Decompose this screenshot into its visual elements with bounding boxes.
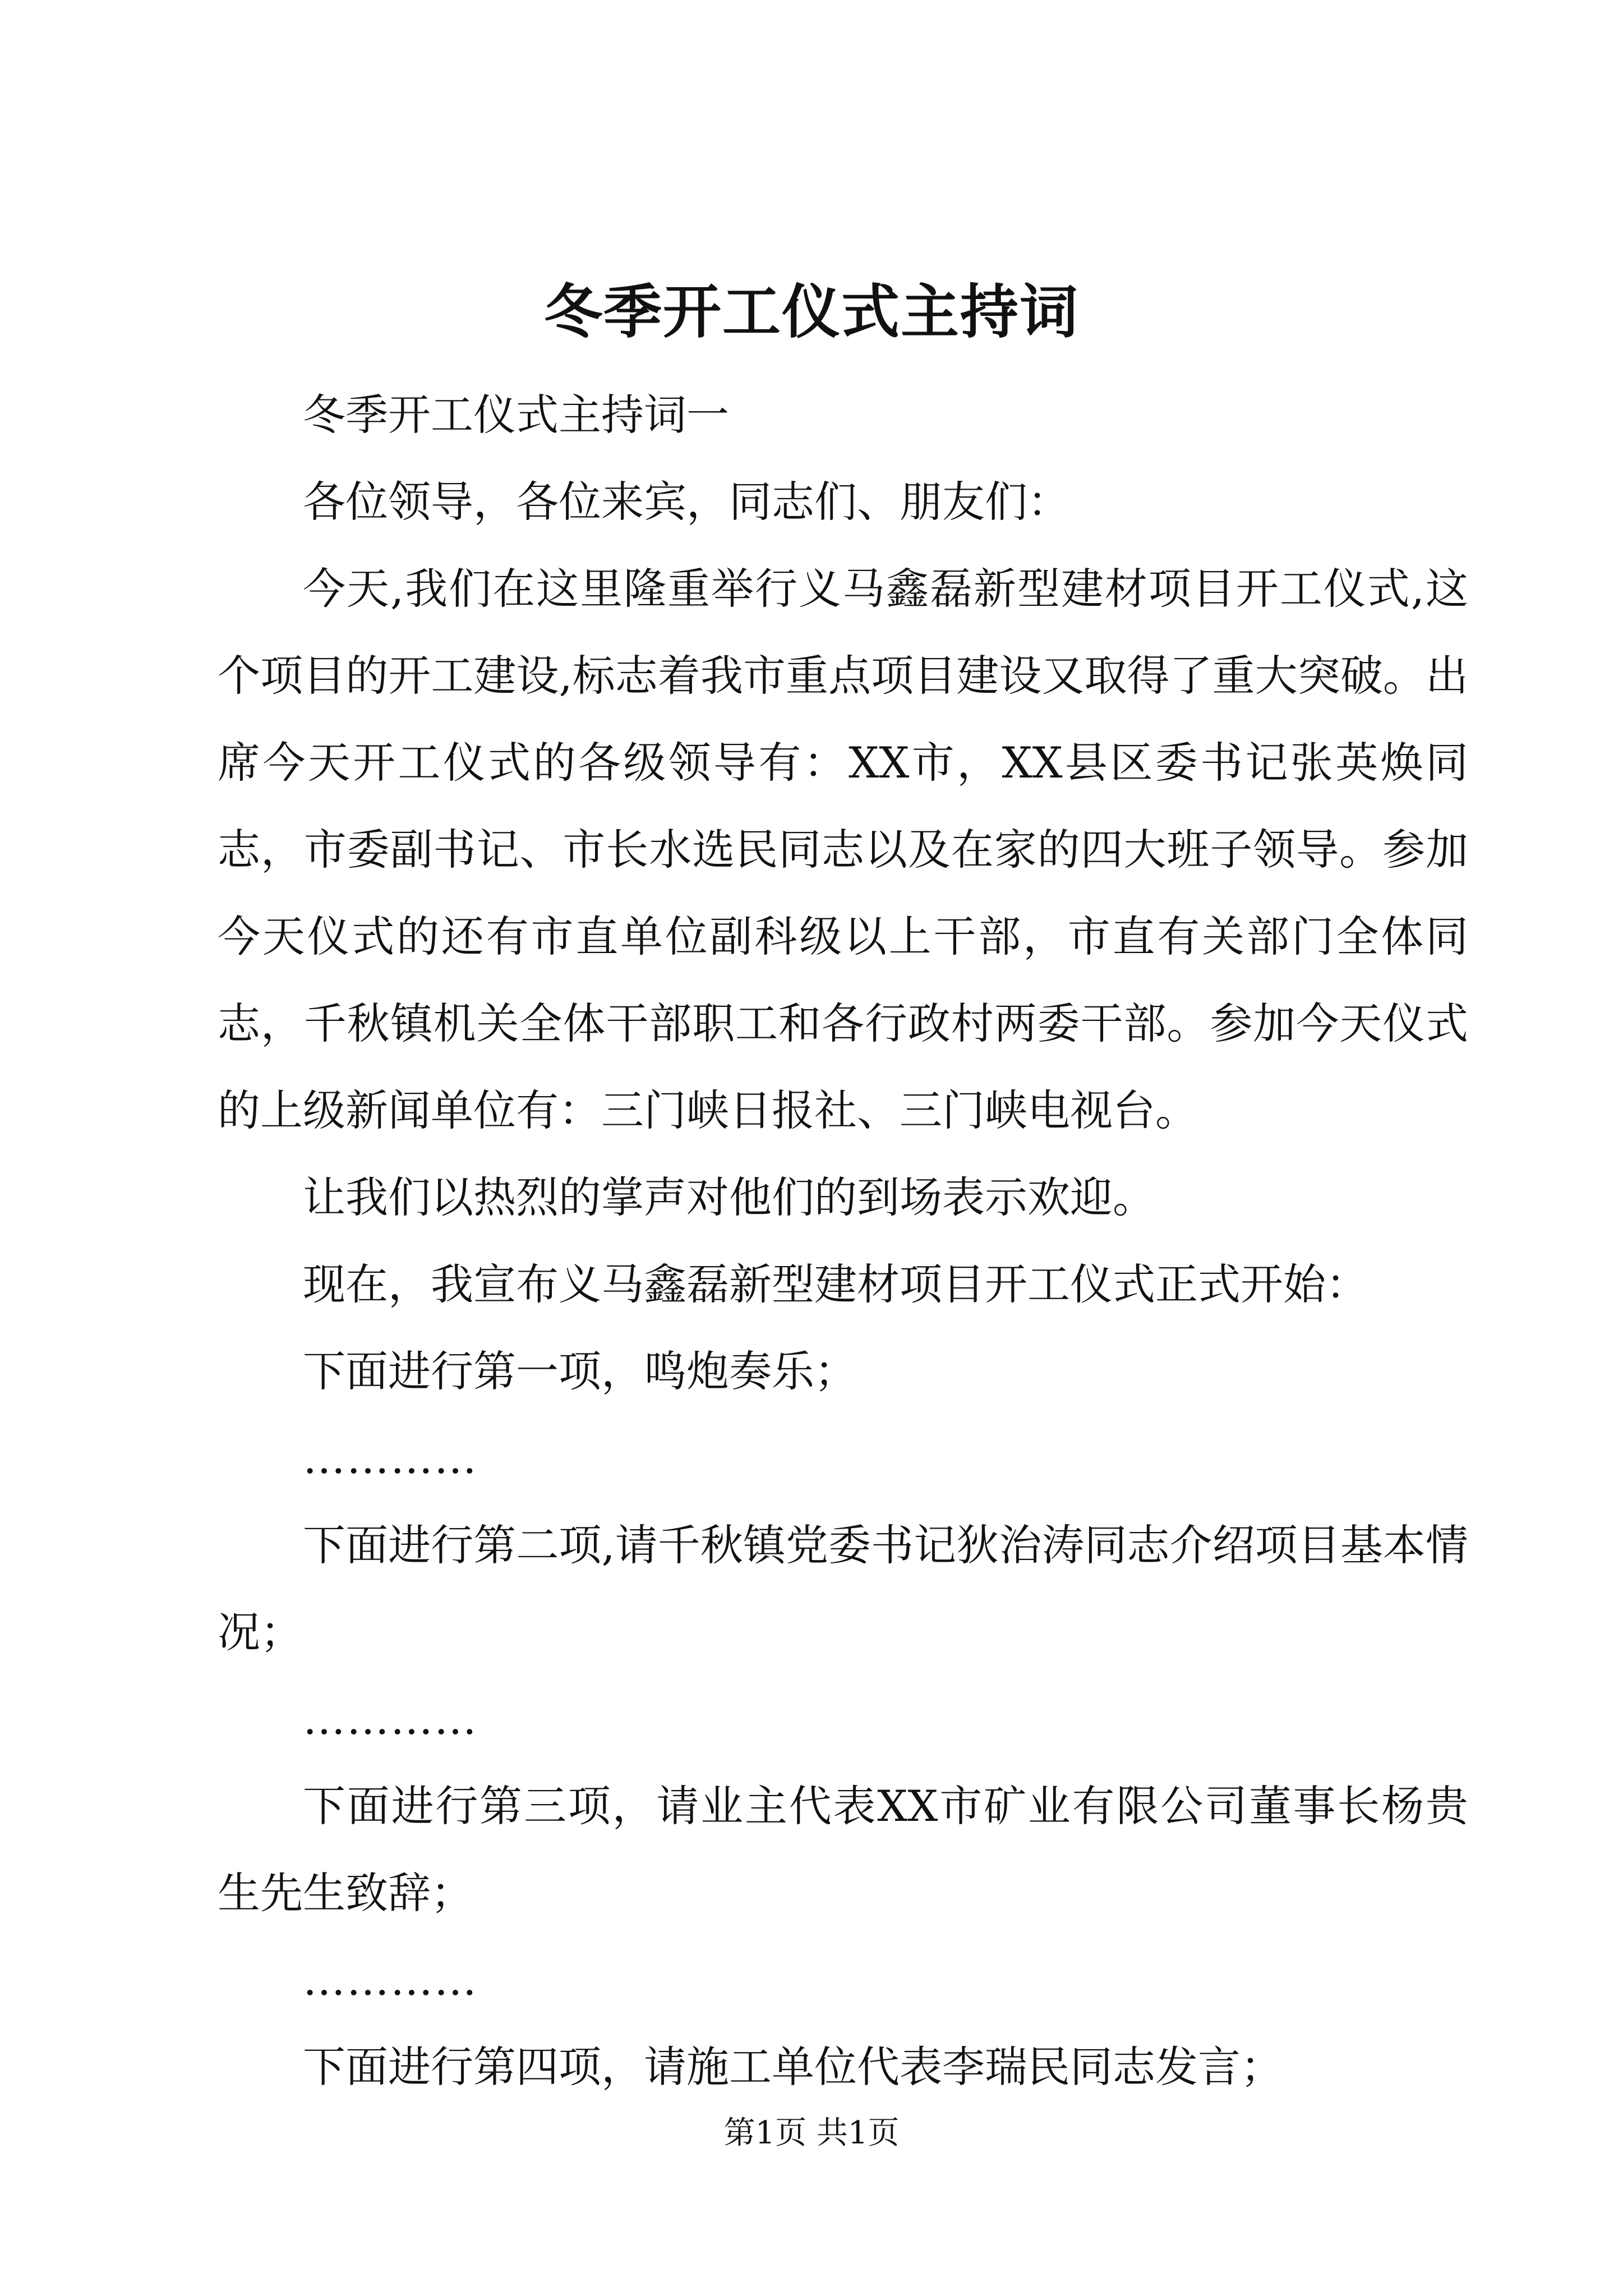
document-body [218, 371, 1468, 2110]
paragraph: 今天,我们在这里隆重举行义马鑫磊新型建材项目开工仪式,这个项目的开工建设,标志着我市重点项目建设又取得了重大突破。出席今天开工仪式的各级领导有：XX市，XX县区委书记张英焕同志，市委副书记、市长水选民同志以及在家的四大班子领导。参加今天仪式的还有市直单位副科级以上干部，市直有关部门全体同志，千秋镇机关全体干部职工和各行政村两委干部。参加今天仪式的上级新闻单位有：三门峡日报社、三门峡电视台。 [218, 564, 1468, 1135]
paragraph: 现在，我宣布义马鑫磊新型建材项目开工仪式正式开始： [303, 1259, 1368, 1309]
paragraph: 下面进行第二项,请千秋镇党委书记狄治涛同志介绍项目基本情况； [218, 1520, 1468, 1657]
paragraph: 下面进行第四项，请施工单位代表李瑞民同志发言； [303, 2042, 1283, 2092]
ellipsis-line: ………… [303, 1433, 478, 1483]
ellipsis-line: ………… [303, 1694, 478, 1744]
paragraph: 下面进行第一项，鸣炮奏乐； [303, 1346, 857, 1396]
document-title: 冬季开工仪式主持词 [543, 277, 1079, 346]
paragraph: 冬季开工仪式主持词一 [303, 390, 729, 440]
page-footer: 第1页 共1页 [723, 2115, 900, 2151]
paragraph: 让我们以热烈的掌声对他们的到场表示欢迎。 [303, 1172, 1155, 1222]
paragraph: 下面进行第三项，请业主代表XX市矿业有限公司董事长杨贵生先生致辞； [218, 1781, 1468, 1918]
paragraph: 各位领导，各位来宾，同志们、朋友们： [303, 477, 1070, 527]
ellipsis-line: ………… [303, 1955, 478, 2005]
